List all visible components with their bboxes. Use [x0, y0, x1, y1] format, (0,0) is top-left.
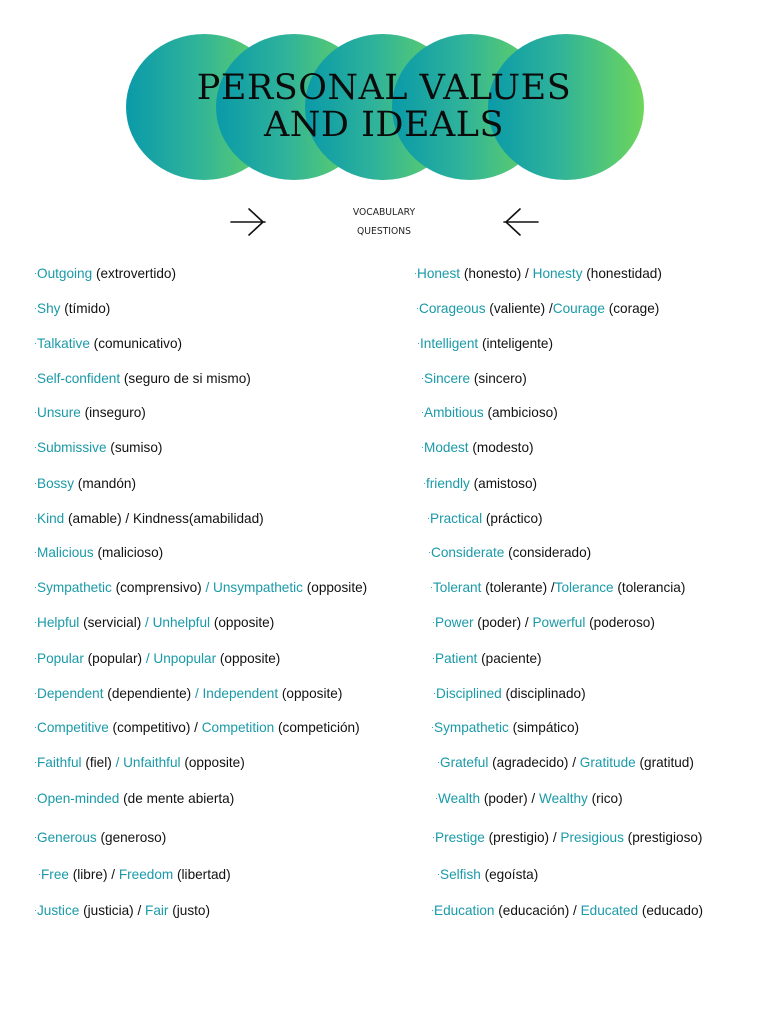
vocab-translation: (fiel): [81, 755, 116, 770]
vocab-item: [437, 753, 694, 772]
vocab-translation: (opposite): [180, 755, 245, 770]
arrow-left-icon: [500, 205, 540, 239]
bullet-dot-icon: ·: [432, 617, 435, 627]
vocab-translation: (honesto) /: [460, 266, 533, 281]
bullet-dot-icon: ·: [34, 905, 37, 915]
vocab-translation: (práctico): [482, 511, 543, 526]
vocab-term: Prestige: [435, 830, 485, 845]
vocab-translation: (sincero): [470, 371, 527, 386]
vocab-term: Helpful: [37, 615, 80, 630]
bullet-dot-icon: ·: [432, 653, 435, 663]
title-line-2: AND IDEALS: [263, 105, 505, 145]
vocab-term: Sincere: [424, 371, 471, 386]
vocab-term: Generous: [37, 830, 97, 845]
vocab-translation: (competitivo) /: [108, 720, 202, 735]
vocab-term: Talkative: [37, 336, 90, 351]
vocab-term: Justice: [37, 903, 80, 918]
vocab-translation: (educación) /: [494, 903, 581, 918]
vocab-term: / Unpopular: [145, 651, 217, 666]
vocab-item: [34, 474, 136, 493]
vocab-term: Competition: [201, 720, 275, 735]
vocab-term: Popular: [37, 651, 84, 666]
vocab-translation: (poderoso): [585, 615, 655, 630]
vocab-term: Kind: [37, 511, 65, 526]
bullet-dot-icon: ·: [34, 722, 37, 732]
vocab-term: friendly: [426, 476, 470, 491]
vocab-term: Disciplined: [436, 686, 502, 701]
bullet-dot-icon: ·: [34, 653, 37, 663]
vocab-translation: (considerado): [504, 545, 592, 560]
vocab-translation: (educado): [638, 903, 704, 918]
vocab-term: Bossy: [37, 476, 75, 491]
vocab-translation: (rico): [587, 791, 623, 806]
bullet-dot-icon: ·: [421, 442, 424, 452]
bullet-dot-icon: ·: [432, 832, 435, 842]
vocab-term: Fair: [145, 903, 169, 918]
bullet-dot-icon: ·: [34, 407, 37, 417]
vocab-term: Honesty: [532, 266, 583, 281]
vocab-translation: (mandón): [74, 476, 136, 491]
vocab-item: [34, 613, 274, 632]
vocab-term: Outgoing: [37, 266, 93, 281]
vocab-term: / Unhelpful: [145, 615, 211, 630]
vocab-translation: (opposite): [302, 580, 368, 595]
vocab-term: Practical: [430, 511, 483, 526]
vocab-term: Free: [41, 867, 69, 882]
vocab-translation: (generoso): [96, 830, 167, 845]
bullet-dot-icon: ·: [431, 722, 434, 732]
vocab-translation: (disciplinado): [501, 686, 586, 701]
vocab-term: Competitive: [37, 720, 109, 735]
vocab-translation: (libertad): [173, 867, 231, 882]
vocab-term: Selfish: [440, 867, 481, 882]
vocab-item: [423, 474, 537, 493]
vocab-translation: (justicia) /: [79, 903, 146, 918]
vocab-translation: (competición): [274, 720, 360, 735]
vocab-item: [34, 789, 234, 808]
vocab-translation: (tímido): [60, 301, 111, 316]
vocab-term: Unsure: [37, 405, 81, 420]
vocab-term: Intelligent: [420, 336, 479, 351]
bullet-dot-icon: ·: [34, 793, 37, 803]
vocab-translation: (malicioso): [93, 545, 164, 560]
vocab-item: [437, 865, 538, 884]
vocab-item: [34, 753, 245, 772]
vocab-item: [34, 438, 162, 457]
bullet-dot-icon: ·: [416, 303, 419, 313]
vocab-item: [34, 299, 110, 318]
bullet-dot-icon: ·: [34, 832, 37, 842]
bullet-dot-icon: ·: [34, 582, 37, 592]
bullet-dot-icon: ·: [435, 793, 438, 803]
vocab-term: Honest: [417, 266, 461, 281]
vocab-translation: (servicial): [79, 615, 146, 630]
vocab-translation: (poder) /: [473, 615, 533, 630]
vocab-term: Presigious: [560, 830, 624, 845]
vocab-translation: (dependiente): [103, 686, 195, 701]
vocab-term: Ambitious: [424, 405, 484, 420]
bullet-dot-icon: ·: [34, 757, 37, 767]
vocab-translation: (opposite): [210, 615, 275, 630]
bullet-dot-icon: ·: [34, 442, 37, 452]
bullet-dot-icon: ·: [34, 268, 37, 278]
bullet-dot-icon: ·: [417, 338, 420, 348]
subtitle: [338, 203, 430, 241]
vocab-item: [430, 578, 685, 597]
vocab-translation: (inteligente): [478, 336, 554, 351]
vocab-item: [435, 789, 623, 808]
vocab-translation: (extrovertido): [92, 266, 177, 281]
vocab-translation: (valiente) /: [485, 301, 553, 316]
vocab-term: Tolerance: [554, 580, 614, 595]
vocab-translation: (comunicativo): [89, 336, 183, 351]
vocab-translation: (prestigio) /: [484, 830, 561, 845]
vocab-translation: (agradecido) /: [488, 755, 580, 770]
arrow-right-icon: [229, 205, 269, 239]
vocab-item: [431, 901, 703, 920]
vocab-term: Power: [435, 615, 474, 630]
vocab-term: Education: [434, 903, 495, 918]
bullet-dot-icon: ·: [34, 373, 37, 383]
bullet-dot-icon: ·: [427, 513, 430, 523]
bullet-dot-icon: ·: [421, 373, 424, 383]
vocab-term: Modest: [424, 440, 469, 455]
vocab-item: [34, 403, 146, 422]
bullet-dot-icon: ·: [34, 513, 37, 523]
bullet-dot-icon: ·: [414, 268, 417, 278]
vocab-item: [421, 438, 534, 457]
vocab-item: [428, 543, 591, 562]
bullet-dot-icon: ·: [38, 869, 41, 879]
vocab-translation: (poder) /: [480, 791, 539, 806]
vocab-item: [34, 369, 251, 388]
vocab-item: [431, 718, 579, 737]
vocab-term: Freedom: [118, 867, 174, 882]
vocab-item: [417, 334, 553, 353]
vocab-term: Faithful: [37, 755, 82, 770]
vocab-translation: (inseguro): [80, 405, 146, 420]
vocab-translation: (amable) / Kindness(amabilidad): [64, 511, 264, 526]
vocab-item: [421, 369, 527, 388]
vocab-term: / Unfaithful: [115, 755, 181, 770]
vocab-term: Educated: [580, 903, 639, 918]
vocab-term: Open-minded: [37, 791, 120, 806]
vocab-term: Patient: [435, 651, 478, 666]
bullet-dot-icon: ·: [34, 478, 37, 488]
vocab-translation: (libre) /: [68, 867, 119, 882]
bullet-dot-icon: ·: [430, 582, 433, 592]
vocab-term: Dependent: [37, 686, 104, 701]
vocab-term: / Unsympathetic: [205, 580, 303, 595]
vocab-translation: (comprensivo): [111, 580, 206, 595]
vocab-item: [432, 828, 702, 847]
bullet-dot-icon: ·: [423, 478, 426, 488]
header-banner: [0, 0, 768, 200]
vocab-translation: (corage): [604, 301, 660, 316]
vocab-item: [34, 901, 210, 920]
vocab-term: Shy: [37, 301, 61, 316]
vocab-item: [416, 299, 659, 318]
vocab-translation: (tolerante) /: [481, 580, 555, 595]
vocab-translation: (egoísta): [480, 867, 539, 882]
vocab-item: [34, 649, 280, 668]
vocab-translation: (prestigioso): [623, 830, 703, 845]
vocab-term: Self-confident: [37, 371, 121, 386]
vocab-translation: (sumiso): [106, 440, 163, 455]
vocab-item: [427, 509, 543, 528]
vocab-item: [34, 718, 360, 737]
vocab-item: [34, 543, 163, 562]
vocab-translation: (ambicioso): [483, 405, 558, 420]
vocab-term: Corageous: [419, 301, 486, 316]
vocab-item: [414, 264, 662, 283]
bullet-dot-icon: ·: [34, 688, 37, 698]
vocab-translation: (popular): [83, 651, 146, 666]
vocab-term: Malicious: [37, 545, 94, 560]
bullet-dot-icon: ·: [433, 688, 436, 698]
subtitle-line-1: VOCABULARY: [352, 207, 416, 218]
vocab-term: Powerful: [532, 615, 586, 630]
vocab-item: [34, 578, 367, 597]
vocab-item: [34, 509, 264, 528]
vocab-translation: (tolerancia): [613, 580, 686, 595]
vocab-item: [432, 649, 542, 668]
bullet-dot-icon: ·: [421, 407, 424, 417]
bullet-dot-icon: ·: [437, 869, 440, 879]
vocab-item: [34, 828, 166, 847]
vocab-translation: (justo): [168, 903, 210, 918]
vocab-term: / Independent: [194, 686, 279, 701]
bullet-dot-icon: ·: [34, 303, 37, 313]
vocab-translation: (seguro de si mismo): [120, 371, 251, 386]
vocab-item: [432, 613, 655, 632]
vocab-translation: (gratitud): [635, 755, 694, 770]
vocab-item: [34, 334, 182, 353]
vocab-item: [38, 865, 231, 884]
title-line-1: PERSONAL VALUES: [196, 68, 572, 108]
vocab-item: [421, 403, 558, 422]
page-title: [0, 70, 768, 144]
vocab-item: [34, 264, 176, 283]
vocab-translation: (amistoso): [469, 476, 538, 491]
vocab-term: Grateful: [440, 755, 489, 770]
bullet-dot-icon: ·: [428, 547, 431, 557]
vocab-item: [433, 684, 586, 703]
vocab-item: [34, 684, 342, 703]
vocab-term: Tolerant: [433, 580, 482, 595]
vocab-term: Gratitude: [579, 755, 636, 770]
vocab-term: Sympathetic: [434, 720, 509, 735]
bullet-dot-icon: ·: [34, 338, 37, 348]
vocab-term: Considerate: [431, 545, 505, 560]
vocab-term: Submissive: [37, 440, 107, 455]
vocab-term: Wealthy: [539, 791, 588, 806]
bullet-dot-icon: ·: [437, 757, 440, 767]
bullet-dot-icon: ·: [431, 905, 434, 915]
vocab-term: Sympathetic: [37, 580, 112, 595]
bullet-dot-icon: ·: [34, 547, 37, 557]
bullet-dot-icon: ·: [34, 617, 37, 627]
subtitle-line-2: QUESTIONS: [357, 226, 411, 237]
vocab-translation: (de mente abierta): [119, 791, 235, 806]
vocab-term: Courage: [552, 301, 605, 316]
vocab-translation: (opposite): [278, 686, 343, 701]
vocab-translation: (opposite): [216, 651, 281, 666]
vocab-term: Wealth: [438, 791, 481, 806]
vocab-translation: (modesto): [468, 440, 534, 455]
vocab-translation: (paciente): [477, 651, 542, 666]
vocab-translation: (honestidad): [582, 266, 662, 281]
vocab-translation: (simpático): [508, 720, 580, 735]
